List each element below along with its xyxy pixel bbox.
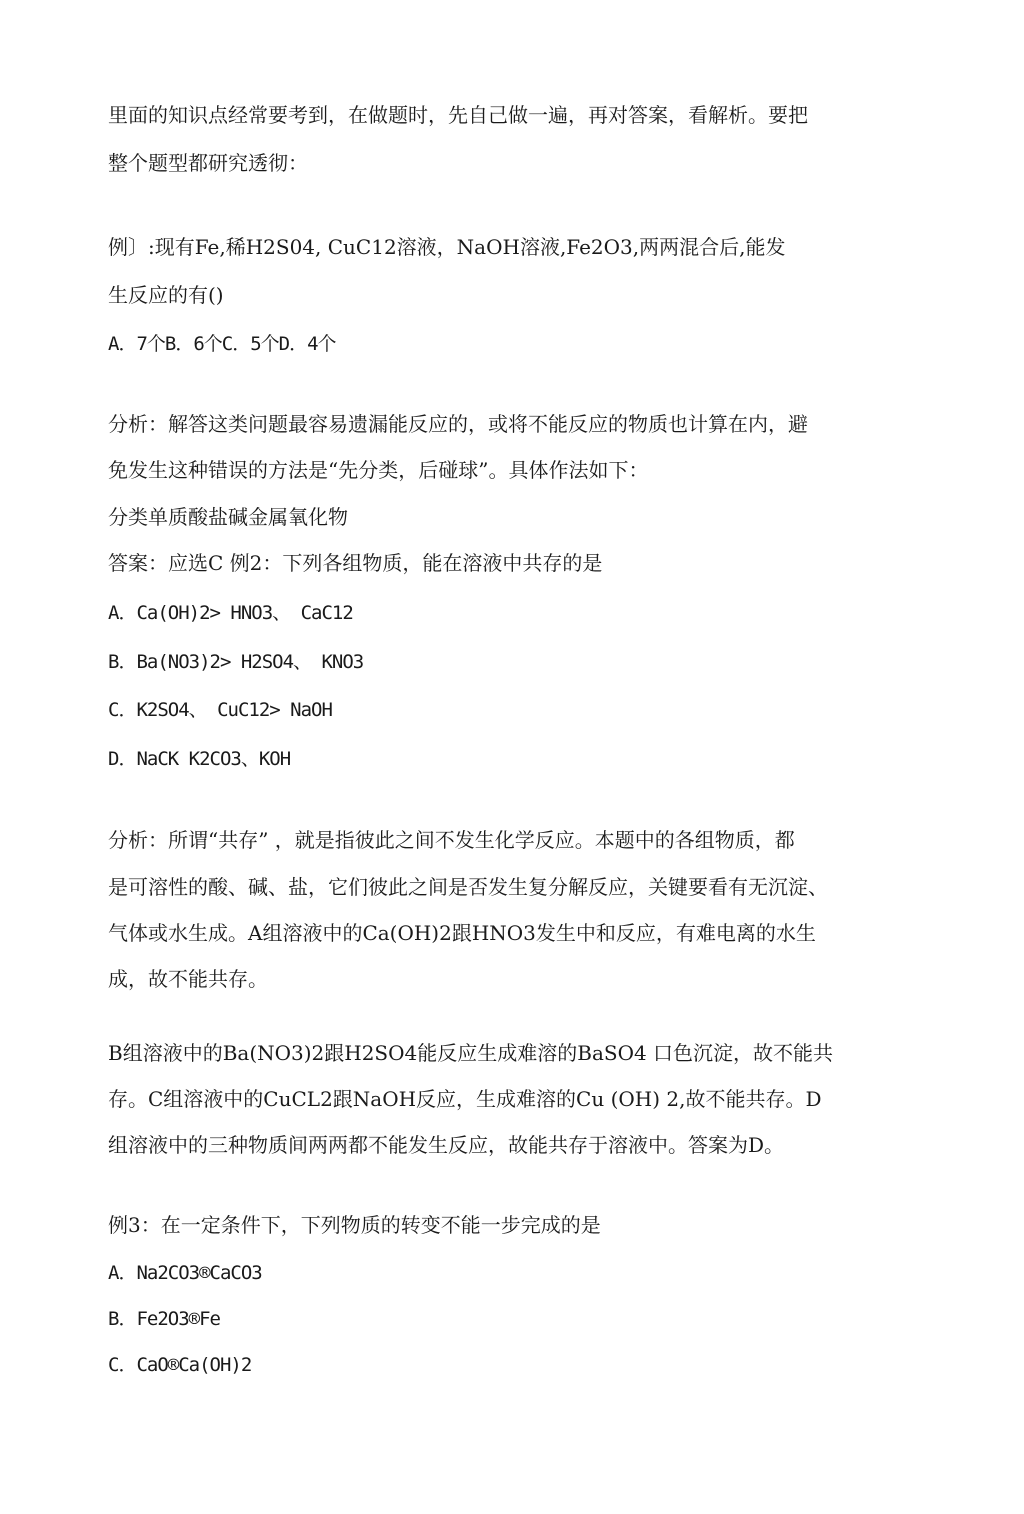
example3-option-b: B．Fe2O3®Fe <box>108 1308 220 1330</box>
analysis1-line-2: 免发生这种错误的方法是“先分类，后碰球”。具体作法如下： <box>108 458 649 482</box>
example3-option-c: C．CaO®Ca(OH)2 <box>108 1354 252 1376</box>
example1-question-line-1: 例〕:现有Fe,稀H2S04, CuC12溶液，NaOH溶液,Fe2O3,两两混合后,能发 <box>108 235 786 259</box>
answer-and-example2-line: 答案：应选C 例2：下列各组物质，能在溶液中共存的是 <box>108 551 603 575</box>
analysis2-line-6: 存。C组溶液中的CuCL2跟NaOH反应，生成难溶的Cu (OH) 2,故不能共存。D <box>108 1087 822 1111</box>
analysis2-line-4: 成，故不能共存。 <box>108 967 268 991</box>
intro-line-1: 里面的知识点经常要考到，在做题时，先自己做一遍，再对答案，看解析。要把 <box>108 103 808 127</box>
example2-option-c: C．K2SO4、 CuC12> NaOH <box>108 699 332 721</box>
intro-line-2: 整个题型都研究透彻： <box>108 151 308 175</box>
example1-question-line-2: 生反应的有() <box>108 283 224 307</box>
classification-line: 分类单质酸盐碱金属氧化物 <box>108 505 348 529</box>
analysis2-line-7: 组溶液中的三种物质间两两都不能发生反应，故能共存于溶液中。答案为D。 <box>108 1133 785 1157</box>
analysis2-line-1: 分析：所谓“共存” ，就是指彼此之间不发生化学反应。本题中的各组物质，都 <box>108 828 795 852</box>
example3-option-a: A．Na2CO3®CaCO3 <box>108 1262 262 1284</box>
analysis2-line-2: 是可溶性的酸、碱、盐，它们彼此之间是否发生复分解反应，关键要看有无沉淀、 <box>108 875 828 899</box>
example3-question: 例3：在一定条件下，下列物质的转变不能一步完成的是 <box>108 1213 601 1237</box>
analysis2-line-3: 气体或水生成。A组溶液中的Ca(OH)2跟HNO3发生中和反应，有难电离的水生 <box>108 921 816 945</box>
example1-options: A．7个B．6个C．5个D．4个 <box>108 333 336 355</box>
analysis1-line-1: 分析：解答这类问题最容易遗漏能反应的，或将不能反应的物质也计算在内，避 <box>108 412 808 436</box>
analysis2-line-5: B组溶液中的Ba(NO3)2跟H2SO4能反应生成难溶的BaSO4 口色沉淀，故不能共 <box>108 1041 834 1065</box>
example2-option-a: A．Ca(OH)2> HNO3、 CaC12 <box>108 602 353 624</box>
example2-option-d: D．NaCK K2CO3、KOH <box>108 748 291 770</box>
example2-option-b: B．Ba(NO3)2> H2SO4、 KNO3 <box>108 651 364 673</box>
